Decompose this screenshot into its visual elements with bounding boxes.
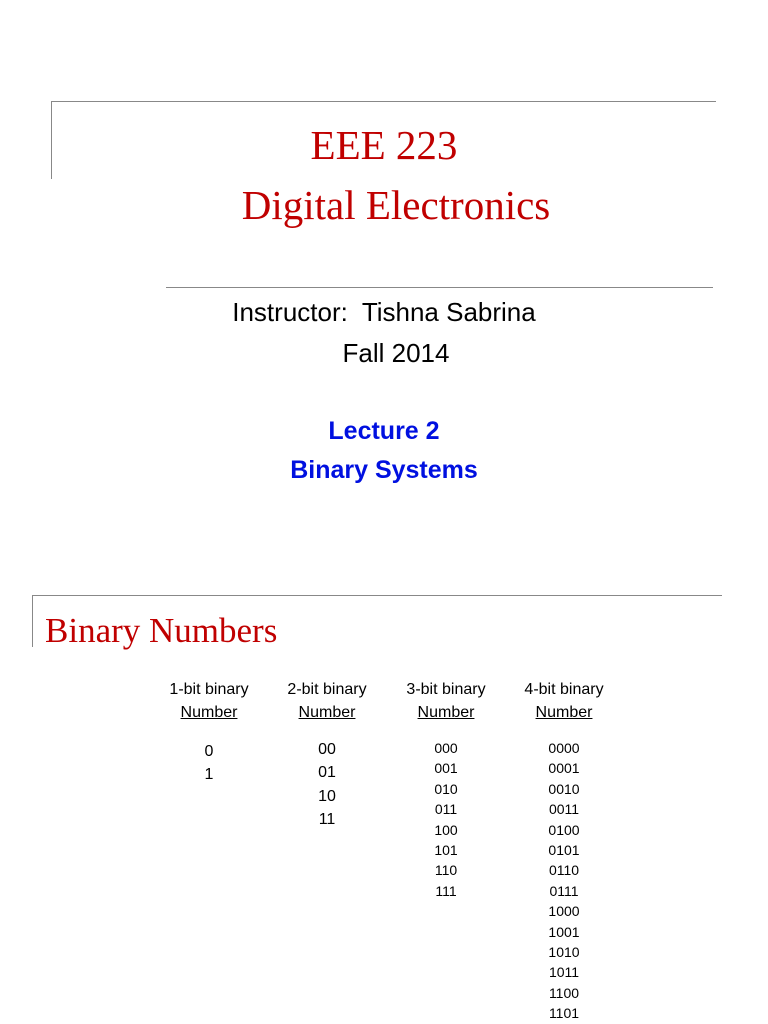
lecture-topic: Binary Systems <box>290 456 478 484</box>
column-header: 3-bit binary <box>406 681 486 698</box>
course-code: EEE 223 <box>310 122 458 168</box>
binary-value: 1100 <box>548 984 580 1001</box>
binary-value: 1 <box>204 766 214 784</box>
title-divider <box>166 287 713 288</box>
column-header-number: Number <box>417 704 475 721</box>
binary-value: 000 <box>434 740 458 756</box>
binary-value: 0001 <box>548 760 580 777</box>
binary-value: 100 <box>434 821 458 838</box>
slide-title: Binary Numbers <box>45 611 278 650</box>
lecture-number: Lecture 2 <box>328 417 440 445</box>
binary-value: 0111 <box>549 882 579 899</box>
binary-value: 0011 <box>548 801 580 818</box>
binary-value: 0100 <box>548 821 580 838</box>
binary-value: 1000 <box>548 903 580 920</box>
column-header-number: Number <box>180 704 238 721</box>
binary-value: 10 <box>318 787 336 805</box>
binary-numbers-slide <box>0 560 768 1024</box>
binary-column-2bit <box>267 678 387 831</box>
binary-value: 1001 <box>548 923 580 940</box>
binary-value: 110 <box>434 862 458 879</box>
binary-value: 00 <box>318 741 336 758</box>
frame-top-line <box>51 101 716 102</box>
binary-column-3bit <box>386 678 506 901</box>
binary-column-1bit <box>149 678 269 787</box>
column-header-number: Number <box>298 704 356 721</box>
binary-value: 1101 <box>548 1005 580 1022</box>
binary-value: 001 <box>434 760 458 777</box>
term-line: Fall 2014 <box>342 338 450 368</box>
instructor-line: Instructor: Tishna Sabrina <box>232 297 536 327</box>
binary-value: 0000 <box>548 740 580 756</box>
binary-value: 0110 <box>548 862 580 879</box>
binary-value: 111 <box>435 882 457 899</box>
binary-value: 0 <box>204 743 214 760</box>
binary-value: 101 <box>434 842 458 859</box>
column-header: 4-bit binary <box>524 681 604 698</box>
binary-value: 11 <box>318 810 336 828</box>
binary-value: 01 <box>318 764 336 782</box>
binary-value: 0101 <box>548 842 580 859</box>
column-values <box>386 738 506 901</box>
binary-value: 011 <box>434 801 458 818</box>
column-header: 1-bit binary <box>169 681 249 698</box>
binary-value: 1010 <box>548 944 580 961</box>
binary-value: 1011 <box>548 964 580 981</box>
course-name: Digital Electronics <box>241 182 551 228</box>
column-values <box>149 740 269 787</box>
frame-left-line <box>32 595 33 647</box>
column-values <box>267 738 387 831</box>
binary-value: 0010 <box>548 780 580 797</box>
column-values <box>504 738 624 1024</box>
binary-column-4bit <box>504 678 624 1024</box>
column-header-number: Number <box>535 704 593 721</box>
column-header: 2-bit binary <box>287 681 367 698</box>
binary-value: 010 <box>434 780 458 797</box>
frame-top-line <box>32 595 722 596</box>
